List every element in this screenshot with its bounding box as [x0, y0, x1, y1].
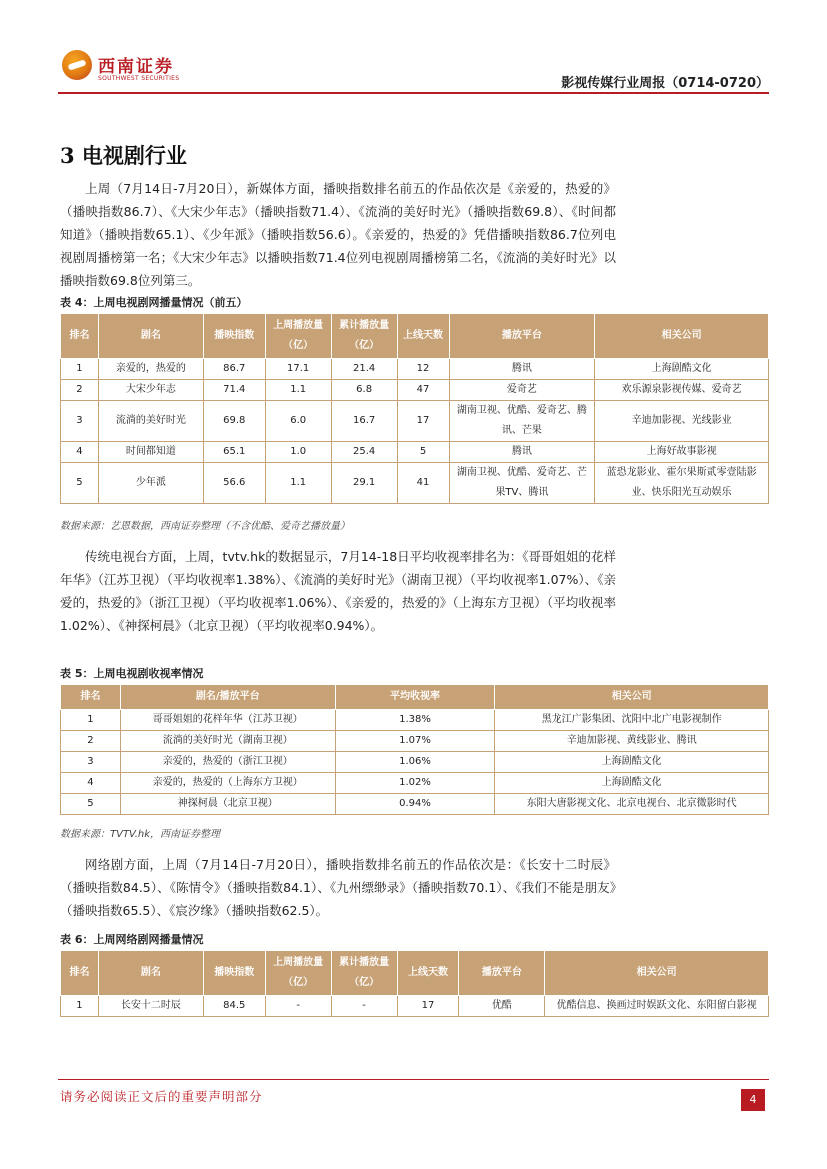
table-cell: 上海剧酷文化: [495, 773, 769, 794]
logo-icon: [62, 50, 92, 80]
table4-header-cell: 剧名: [98, 314, 203, 359]
table-cell: 1.0: [265, 442, 331, 463]
table-cell: 流淌的美好时光（湖南卫视）: [120, 731, 335, 752]
table6-header-cell: 排名: [61, 951, 99, 996]
table-cell: 65.1: [203, 442, 265, 463]
report-title: 影视传媒行业周报（0714-0720）: [561, 76, 769, 91]
table-cell: 湖南卫视、优酷、爱奇艺、腾讯、芒果: [449, 401, 595, 442]
table-cell: 优酷信息、换画过时娱跃文化、东阳留白影视: [545, 996, 769, 1017]
table-cell: 流淌的美好时光: [98, 401, 203, 442]
table-cell: 71.4: [203, 380, 265, 401]
table6-header-cell: 相关公司: [545, 951, 769, 996]
table-cell: 蓝恐龙影业、霍尔果斯贰零壹陆影业、快乐阳光互动娱乐: [595, 463, 769, 504]
paragraph-traditional-tv: 传统电视台方面，上周，tvtv.hk的数据显示，7月14-18日平均收视率排名为：《哥哥姐姐的花样年华》（江苏卫视）（平均收视率1.38%）、《流淌的美好时光》（湖南卫视）（平均收视率1.07%）、《亲爱的，热爱的》（浙江卫视）（平均收视率1.06%）、《亲爱的，热爱的》（上海东方卫视）（平均收视率1.02%）、《神探柯晨》（北京卫视）（平均收视率0.94%）。: [60, 549, 616, 633]
table-cell: 2: [61, 380, 99, 401]
table5-caption: 表 5：上周电视剧收视率情况: [60, 667, 204, 680]
table-cell: 1.06%: [335, 752, 495, 773]
table-cell: 1.1: [265, 463, 331, 504]
table-row: [61, 463, 769, 504]
table-row: [61, 442, 769, 463]
table-cell: 2: [61, 731, 121, 752]
table6-header-cell: 播放平台: [459, 951, 545, 996]
table-cell: 41: [397, 463, 449, 504]
table-cell: 4: [61, 773, 121, 794]
logo-english-name: SOUTHWEST SECURITIES: [98, 75, 180, 82]
company-logo: [62, 46, 202, 88]
table4-header-cell: 相关公司: [595, 314, 769, 359]
table-cell: 84.5: [203, 996, 265, 1017]
table5-header-cell: 相关公司: [495, 685, 769, 710]
table4-header-cell: 累计播放量（亿）: [331, 314, 397, 359]
table-cell: 1.02%: [335, 773, 495, 794]
table-cell: 少年派: [98, 463, 203, 504]
table-cell: 时间都知道: [98, 442, 203, 463]
table-cell: 亲爱的，热爱的: [98, 359, 203, 380]
table-cell: 亲爱的，热爱的（上海东方卫视）: [120, 773, 335, 794]
table4-header-row: [61, 314, 769, 359]
table-cell: 5: [61, 463, 99, 504]
table-cell: 东阳大唐影视文化、北京电视台、北京微影时代: [495, 794, 769, 815]
table-cell: 6.0: [265, 401, 331, 442]
table-cell: 3: [61, 752, 121, 773]
table-cell: 上海好故事影视: [595, 442, 769, 463]
table-cell: 亲爱的，热爱的（浙江卫视）: [120, 752, 335, 773]
table-cell: 湖南卫视、优酷、爱奇艺、芒果TV、腾讯: [449, 463, 595, 504]
table4-header-cell: 排名: [61, 314, 99, 359]
table-cell: 25.4: [331, 442, 397, 463]
table6: [60, 950, 769, 1017]
table-cell: 86.7: [203, 359, 265, 380]
table-cell: 5: [397, 442, 449, 463]
table-cell: 1.1: [265, 380, 331, 401]
table-cell: 辛迪加影视、黄线影业、腾讯: [495, 731, 769, 752]
table-cell: 47: [397, 380, 449, 401]
table6-caption: 表 6：上周网络剧网播量情况: [60, 933, 204, 946]
table6-header-cell: 上线天数: [397, 951, 459, 996]
table-cell: -: [331, 996, 397, 1017]
header-divider: [58, 92, 769, 94]
table4-source: 数据来源：艺恩数据，西南证券整理（不含优酷、爱奇艺播放量）: [60, 521, 350, 532]
table5-header-cell: 排名: [61, 685, 121, 710]
table-cell: 上海剧酷文化: [495, 752, 769, 773]
table-cell: 大宋少年志: [98, 380, 203, 401]
table6-header-cell: 累计播放量（亿）: [331, 951, 397, 996]
table-cell: 29.1: [331, 463, 397, 504]
paragraph-new-media: 上周（7月14日-7月20日），新媒体方面，播映指数排名前五的作品依次是《亲爱的，热爱的》（播映指数86.7）、《大宋少年志》（播映指数71.4）、《流淌的美好时光》（播映指数69.8）、《时间都知道》（播映指数65.1）、《少年派》（播映指数56.6）。《亲爱的，热爱的》凭借播映指数86.7位列电视剧周播榜第一名；《大宋少年志》以播映指数71.4位列电视剧周播榜第二名，《流淌的美好时光》以播映指数69.8位列第三。: [60, 181, 616, 288]
footer-disclaimer: 请务必阅读正文后的重要声明部分: [60, 1089, 263, 1104]
table4-header-cell: 上线天数: [397, 314, 449, 359]
table-row: [61, 710, 769, 731]
page-number: 4: [741, 1089, 765, 1111]
table-cell: 爱奇艺: [449, 380, 595, 401]
paragraph-web-series: 网络剧方面，上周（7月14日-7月20日），播映指数排名前五的作品依次是：《长安十二时辰》（播映指数84.5）、《陈情令》（播映指数84.1）、《九州缥缈录》（播映指数70.1）、《我们不能是朋友》（播映指数65.5）、《宸汐缘》（播映指数62.5）。: [60, 857, 616, 918]
table-cell: 1: [61, 710, 121, 731]
table5-source: 数据来源：TVTV.hk，西南证券整理: [60, 829, 221, 840]
logo-chinese-name: 西南证券: [98, 57, 174, 77]
table-cell: 4: [61, 442, 99, 463]
table-cell: 17: [397, 401, 449, 442]
table-cell: 腾讯: [449, 442, 595, 463]
table-cell: 上海剧酷文化: [595, 359, 769, 380]
section-title: 3 电视剧行业: [60, 143, 187, 168]
table-row: [61, 794, 769, 815]
table5-header-cell: 剧名/播放平台: [120, 685, 335, 710]
table-cell: 1: [61, 996, 99, 1017]
table6-header-cell: 上周播放量（亿）: [265, 951, 331, 996]
table-cell: 哥哥姐姐的花样年华（江苏卫视）: [120, 710, 335, 731]
table4-header-cell: 上周播放量（亿）: [265, 314, 331, 359]
table-cell: 12: [397, 359, 449, 380]
table-row: [61, 773, 769, 794]
table-cell: -: [265, 996, 331, 1017]
table-cell: 1.07%: [335, 731, 495, 752]
table-cell: 辛迪加影视、光线影业: [595, 401, 769, 442]
table-cell: 优酷: [459, 996, 545, 1017]
table-row: [61, 359, 769, 380]
table6-header-row: [61, 951, 769, 996]
table-cell: 神探柯晨（北京卫视）: [120, 794, 335, 815]
table5-header-cell: 平均收视率: [335, 685, 495, 710]
table-cell: 6.8: [331, 380, 397, 401]
table-cell: 17.1: [265, 359, 331, 380]
table4-header-cell: 播映指数: [203, 314, 265, 359]
table6-header-cell: 播映指数: [203, 951, 265, 996]
table-cell: 16.7: [331, 401, 397, 442]
table-cell: 0.94%: [335, 794, 495, 815]
table5: [60, 684, 769, 815]
table-row: [61, 731, 769, 752]
table6-header-cell: 剧名: [98, 951, 203, 996]
table-cell: 17: [397, 996, 459, 1017]
table-cell: 3: [61, 401, 99, 442]
table-row: [61, 996, 769, 1017]
table-cell: 1: [61, 359, 99, 380]
table-cell: 长安十二时辰: [98, 996, 203, 1017]
table-cell: 腾讯: [449, 359, 595, 380]
table-cell: 69.8: [203, 401, 265, 442]
table4-caption: 表 4：上周电视剧网播量情况（前五）: [60, 296, 248, 309]
table4: [60, 313, 769, 504]
table5-header-row: [61, 685, 769, 710]
table-cell: 欢乐源泉影视传媒、爱奇艺: [595, 380, 769, 401]
footer-divider: [58, 1079, 769, 1080]
table-cell: 黑龙江广影集团、沈阳中北广电影视制作: [495, 710, 769, 731]
page-header: [58, 40, 769, 92]
table-cell: 21.4: [331, 359, 397, 380]
table4-header-cell: 播放平台: [449, 314, 595, 359]
table-cell: 56.6: [203, 463, 265, 504]
table-cell: 5: [61, 794, 121, 815]
table-cell: 1.38%: [335, 710, 495, 731]
table-row: [61, 752, 769, 773]
table-row: [61, 380, 769, 401]
table-row: [61, 401, 769, 442]
